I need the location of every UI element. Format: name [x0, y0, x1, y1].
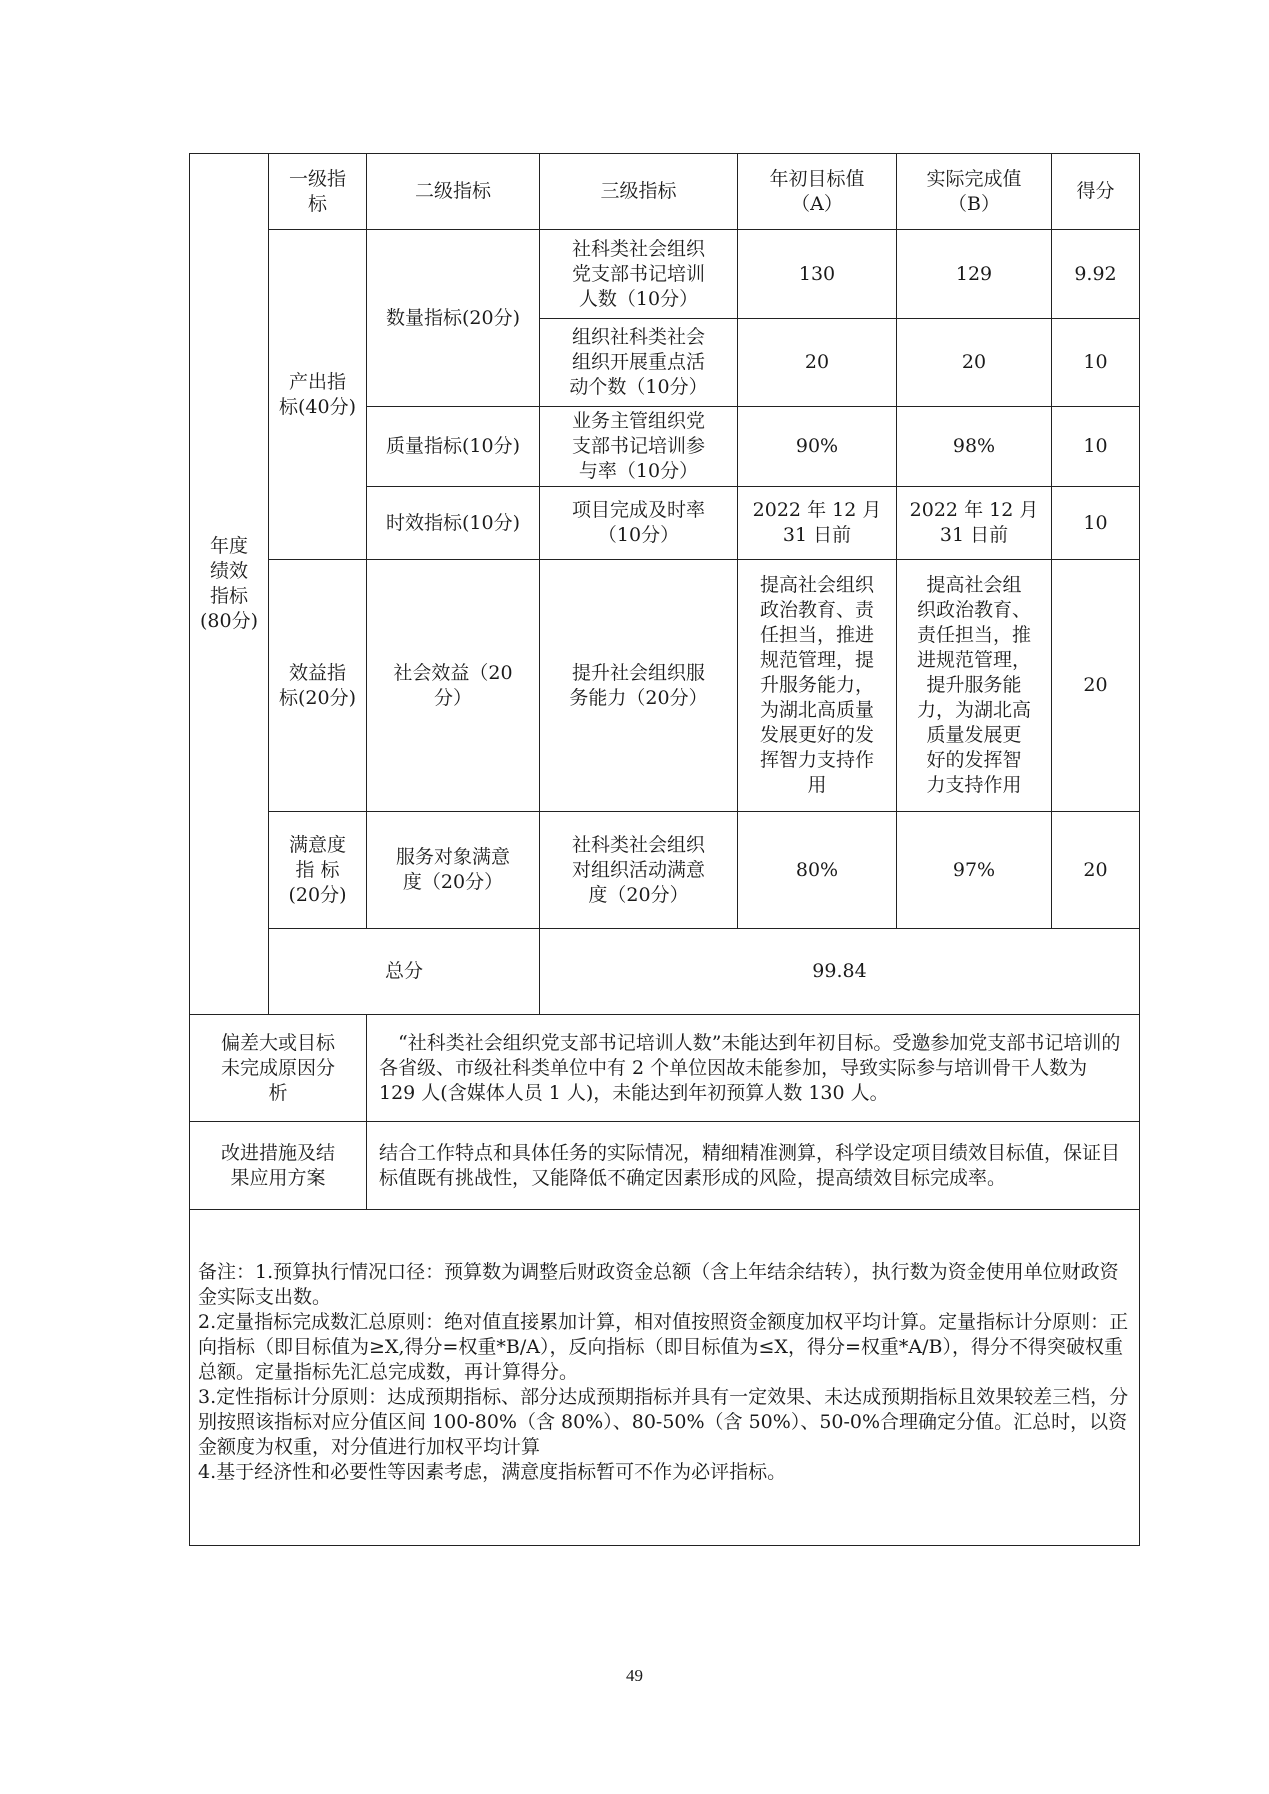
- row-indicator: 业务主管组织党 支部书记培训参 与率（10分）: [540, 407, 738, 487]
- row-actual: 97%: [897, 812, 1052, 929]
- row-actual: 提高社会组 织政治教育、 责任担当，推 进规范管理， 提升服务能 力，为湖北高 质量发展更 好的发挥智 力支持作用: [897, 560, 1052, 812]
- row-indicator: 社科类社会组织 对组织活动满意 度（20分）: [540, 812, 738, 929]
- group-satisfaction: 满意度 指 标 (20分): [269, 812, 367, 929]
- row-target: 2022 年 12 月 31 日前: [738, 487, 897, 560]
- row-score: 10: [1052, 407, 1140, 487]
- header-score: 得分: [1052, 154, 1140, 230]
- row-score: 10: [1052, 319, 1140, 407]
- row-target: 20: [738, 319, 897, 407]
- header-target: 年初目标值 （A）: [738, 154, 897, 230]
- row-actual: 98%: [897, 407, 1052, 487]
- row-score: 20: [1052, 812, 1140, 929]
- sub-social: 社会效益（20 分）: [367, 560, 540, 812]
- header-actual: 实际完成值 （B）: [897, 154, 1052, 230]
- row-target: 90%: [738, 407, 897, 487]
- deviation-text: “社科类社会组织党支部书记培训人数”未能达到年初目标。受邀参加党支部书记培训的各省级、市级社科类单位中有 2 个单位因故未能参加，导致实际参与培训骨干人数为 129 人(含媒体人员 1 人)，未能达到年初预算人数 130 人。: [367, 1015, 1140, 1122]
- total-label: 总分: [269, 929, 540, 1015]
- sub-quality: 质量指标(10分): [367, 407, 540, 487]
- note-item: 4.基于经济性和必要性等因素考虑，满意度指标暂可不作为必评指标。: [198, 1461, 787, 1483]
- table-row: [190, 230, 1140, 319]
- sub-timeliness: 时效指标(10分): [367, 487, 540, 560]
- deviation-row: [190, 1015, 1140, 1122]
- performance-table: [189, 153, 1140, 1546]
- row-indicator: 组织社科类社会 组织开展重点活 动个数（10分）: [540, 319, 738, 407]
- row-target: 提高社会组织 政治教育、责 任担当，推进 规范管理，提 升服务能力， 为湖北高质量 发展更好的发 挥智力支持作 用: [738, 560, 897, 812]
- row-actual: 2022 年 12 月 31 日前: [897, 487, 1052, 560]
- total-value: 99.84: [540, 929, 1140, 1015]
- total-row: [190, 929, 1140, 1015]
- row-indicator: 社科类社会组织 党支部书记培训 人数（10分）: [540, 230, 738, 319]
- note-item: 3.定性指标计分原则：达成预期指标、部分达成预期指标并具有一定效果、未达成预期指标且效果较差三档，分别按照该指标对应分值区间 100-80%（含 80%）、80-50%（含 50%）、50-0%合理确定分值。汇总时，以资金额度为权重，对分值进行加权平均计算: [198, 1386, 1129, 1458]
- header-level3: 三级指标: [540, 154, 738, 230]
- table-row: [190, 812, 1140, 929]
- improvement-row: [190, 1122, 1140, 1210]
- row-actual: 129: [897, 230, 1052, 319]
- row-target: 130: [738, 230, 897, 319]
- page-number: 49: [626, 1666, 643, 1685]
- header-level1: 一级指 标: [269, 154, 367, 230]
- note-item: 备注：1.预算执行情况口径：预算数为调整后财政资金总额（含上年结余结转），执行数为资金使用单位财政资金实际支出数。: [198, 1261, 1119, 1308]
- row-score: 9.92: [1052, 230, 1140, 319]
- improvement-text: 结合工作特点和具体任务的实际情况，精细精准测算，科学设定项目绩效目标值，保证目标值既有挑战性，又能降低不确定因素形成的风险，提高绩效目标完成率。: [367, 1122, 1140, 1210]
- row-indicator: 提升社会组织服 务能力（20分）: [540, 560, 738, 812]
- row-indicator: 项目完成及时率 （10分）: [540, 487, 738, 560]
- sub-quantity: 数量指标(20分): [367, 230, 540, 407]
- group-benefit: 效益指 标(20分): [269, 560, 367, 812]
- year-indicator-label: 年度 绩效 指标 (80分): [190, 154, 269, 1015]
- header-row: [190, 154, 1140, 230]
- row-actual: 20: [897, 319, 1052, 407]
- row-score: 10: [1052, 487, 1140, 560]
- row-target: 80%: [738, 812, 897, 929]
- notes-cell: [190, 1210, 1140, 1546]
- table-row: [190, 560, 1140, 812]
- sub-service: 服务对象满意 度（20分）: [367, 812, 540, 929]
- header-level2: 二级指标: [367, 154, 540, 230]
- row-score: 20: [1052, 560, 1140, 812]
- notes-row: [190, 1210, 1140, 1546]
- deviation-label: 偏差大或目标 未完成原因分 析: [190, 1015, 367, 1122]
- improvement-label: 改进措施及结 果应用方案: [190, 1122, 367, 1210]
- note-item: 2.定量指标完成数汇总原则：绝对值直接累加计算，相对值按照资金额度加权平均计算。定量指标计分原则：正向指标（即目标值为≥X,得分=权重*B/A），反向指标（即目标值为≤X，得分=权重*A/B），得分不得突破权重总额。定量指标先汇总完成数，再计算得分。: [198, 1311, 1129, 1383]
- group-output: 产出指 标(40分): [269, 230, 367, 560]
